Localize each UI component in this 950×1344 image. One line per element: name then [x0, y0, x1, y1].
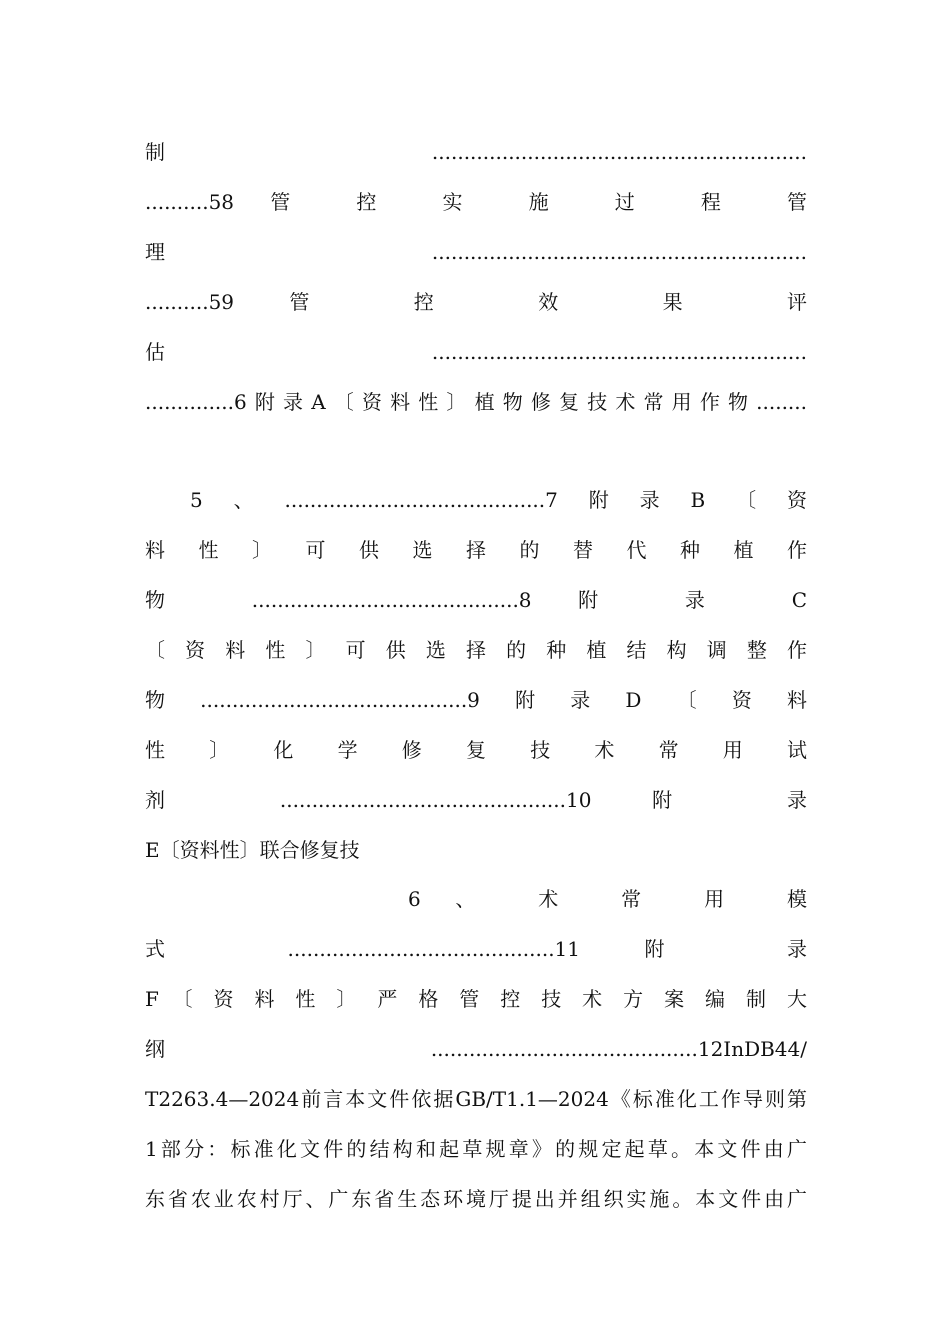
toc-line-5: 估...........................................................	[145, 340, 807, 364]
toc-line-7: 5、.........................................7附录B〔资	[190, 488, 807, 512]
toc-line-15: 6 、 术 常 用 模	[408, 887, 807, 911]
toc-line-16: 式 ..........................................11 附 录	[145, 937, 807, 961]
toc-line-10: 〔 资 料 性 〕 可 供 选 择 的 种 植 结 构 调 整 作	[145, 638, 807, 662]
toc-line-18: 纲 ..........................................12InDB44/	[145, 1037, 807, 1061]
toc-line-6: ..............6附录A〔资料性〕植物修复技术常用作物........	[145, 390, 807, 414]
toc-line-17: F 〔 资 料 性 〕 严 格 管 控 技 术 方 案 编 制 大	[145, 987, 807, 1011]
body-line-2: 1部分：标准化文件的结构和起草规章》的规定起草。本文件由广	[145, 1137, 807, 1161]
toc-line-9: 物 ..........................................8 附 录 C	[145, 588, 807, 612]
toc-line-1: 制...........................................................	[145, 140, 807, 164]
toc-line-13: 剂 .............................................10 附 录	[145, 788, 807, 812]
toc-line-3: 理...........................................................	[145, 240, 807, 264]
toc-line-11: 物..........................................9附录D〔资料	[145, 688, 807, 712]
toc-line-14: E〔资料性〕联合修复技	[145, 838, 360, 862]
body-line-1: T2263.4—2024前言本文件依据GB/T1.1—2024《标准化工作导则第	[145, 1087, 807, 1111]
toc-line-4: ..........59 管 控 效 果 评	[145, 290, 807, 314]
toc-line-2: ..........58 管 控 实 施 过 程 管	[145, 190, 807, 214]
body-line-3: 东省农业农村厅、广东省生态环境厅提出并组织实施。本文件由广	[145, 1187, 807, 1211]
toc-line-12: 性 〕 化 学 修 复 技 术 常 用 试	[145, 738, 807, 762]
toc-line-8: 料 性 〕 可 供 选 择 的 替 代 种 植 作	[145, 538, 807, 562]
